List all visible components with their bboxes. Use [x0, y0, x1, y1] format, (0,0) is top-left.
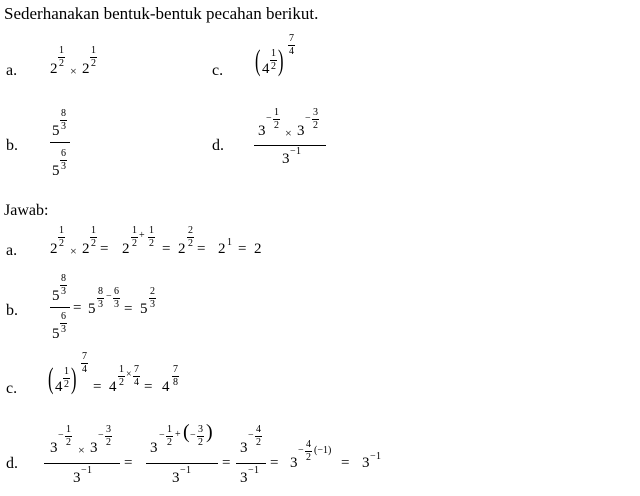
exponent: 1 [186, 465, 191, 476]
minus-sign: − [106, 291, 112, 302]
exp-den: 2 [91, 238, 96, 249]
result-base: 3 [362, 455, 370, 471]
numerator-base: 5 [52, 123, 60, 139]
base: 4 [262, 61, 270, 77]
fraction-bar [50, 142, 70, 143]
exp-num: 6 [114, 286, 119, 297]
times-sign: × [126, 369, 132, 380]
right-paren: ) [71, 362, 77, 395]
exponent: 1 [227, 237, 232, 248]
exp-den: 3 [61, 161, 66, 172]
exp-num: 2 [150, 286, 155, 297]
base: 3 [297, 123, 305, 139]
numerator-base: 5 [52, 288, 60, 304]
times-sign: × [70, 64, 77, 78]
base: 3 [50, 440, 58, 456]
base: 3 [150, 440, 158, 456]
exp-den: 2 [313, 120, 318, 131]
exponent: 1 [296, 146, 301, 157]
answer-d-label: d. [6, 455, 18, 472]
base: 2 [50, 61, 58, 77]
exp-den: 2 [59, 58, 64, 69]
exp-den: 2 [271, 61, 276, 72]
exp-num: 7 [134, 364, 139, 375]
minus-sign: − [248, 430, 254, 441]
outer-exp-num: 7 [82, 351, 87, 362]
exp-den: 3 [61, 324, 66, 335]
exp-num: 8 [61, 108, 66, 119]
minus-sign: − [180, 465, 186, 476]
exp-den: 2 [167, 437, 172, 448]
left-paren: ( [183, 421, 190, 443]
exp-num: 4 [256, 424, 261, 435]
base: 5 [140, 301, 148, 317]
equals-sign: = [238, 241, 247, 257]
equals-sign: = [124, 455, 133, 471]
base: 3 [290, 455, 298, 471]
exp-den: 3 [150, 299, 155, 310]
left-paren: ( [255, 44, 261, 77]
question-c-label: c. [212, 62, 224, 79]
fraction-bar [236, 463, 266, 464]
minus-sign: − [98, 430, 104, 441]
exp-num: 6 [61, 148, 66, 159]
minus-sign: − [290, 146, 296, 157]
equals-sign: = [197, 241, 206, 257]
equals-sign: = [144, 379, 153, 395]
equals-sign: = [93, 379, 102, 395]
answer-c-label: c. [6, 380, 18, 397]
result: 2 [254, 241, 262, 257]
equals-sign: = [341, 455, 350, 471]
base: 4 [109, 379, 117, 395]
exp-num: 3 [198, 424, 203, 435]
exp-den: 2 [188, 238, 193, 249]
base: 3 [90, 440, 98, 456]
exp-num: 2 [188, 225, 193, 236]
exp-num: 1 [119, 364, 124, 375]
equals-sign: = [100, 241, 109, 257]
right-paren: ) [278, 44, 284, 77]
base: 2 [178, 241, 186, 257]
exp-num: 1 [66, 424, 71, 435]
minus-sign: − [248, 465, 254, 476]
left-paren: ( [48, 362, 54, 395]
equals-sign: = [222, 455, 231, 471]
equals-sign: = [73, 300, 82, 316]
times-sign: × [70, 244, 77, 258]
minus-sign: − [298, 445, 304, 456]
exp-num: 1 [64, 366, 69, 377]
base: 2 [82, 241, 90, 257]
times-sign: × [78, 443, 85, 457]
answer-b-label: b. [6, 302, 18, 319]
minus-sign: − [305, 113, 311, 124]
exp-den: 3 [114, 299, 119, 310]
times-sign: × [285, 126, 292, 140]
exp-den: 2 [149, 238, 154, 249]
minus-sign: − [266, 113, 272, 124]
outer-exp-num: 7 [289, 33, 294, 44]
base: 2 [82, 61, 90, 77]
exp-num: 8 [61, 273, 66, 284]
exp-den: 2 [306, 452, 311, 463]
minus-sign: − [190, 430, 196, 441]
exp-num: 1 [59, 45, 64, 56]
exp-num: 1 [59, 225, 64, 236]
exp-den: 8 [173, 377, 178, 388]
fraction-bar [50, 307, 70, 308]
plus-sign: + [175, 429, 181, 440]
exp-den: 2 [274, 120, 279, 131]
denominator-base: 3 [282, 151, 290, 167]
denominator-base: 5 [52, 163, 60, 179]
fraction-bar [146, 463, 218, 464]
exp-num: 3 [106, 424, 111, 435]
denominator-base: 3 [172, 470, 180, 486]
exp-num: 6 [61, 311, 66, 322]
outer-exp-den: 4 [289, 46, 294, 57]
exp-den: 2 [132, 238, 137, 249]
exponent: 1 [87, 465, 92, 476]
minus-sign: − [58, 430, 64, 441]
exp-num: 7 [173, 364, 178, 375]
exp-num: 1 [91, 225, 96, 236]
base: 2 [122, 241, 130, 257]
exp-den: 2 [66, 437, 71, 448]
base: 2 [218, 241, 226, 257]
denominator-base: 5 [52, 326, 60, 342]
minus-sign: − [370, 451, 376, 462]
denominator-base: 3 [240, 470, 248, 486]
exp-num: 1 [149, 225, 154, 236]
problem-title: Sederhanakan bentuk-bentuk pecahan berikut. [4, 4, 319, 23]
exp-den: 2 [64, 379, 69, 390]
exp-num: 1 [91, 45, 96, 56]
base: 5 [88, 301, 96, 317]
base: 4 [55, 379, 63, 395]
question-d-label: d. [212, 137, 224, 154]
exp-num: 1 [132, 225, 137, 236]
minus-sign: − [81, 465, 87, 476]
exp-den: 2 [91, 58, 96, 69]
equals-sign: = [124, 301, 133, 317]
base: 4 [162, 379, 170, 395]
equals-sign: = [162, 241, 171, 257]
exponent: 1 [376, 451, 381, 462]
exp-num: 1 [271, 48, 276, 59]
exp-num: 1 [167, 424, 172, 435]
exp-num: 4 [306, 439, 311, 450]
exp-den: 2 [106, 437, 111, 448]
exp-den: 3 [61, 286, 66, 297]
exp-den: 2 [119, 377, 124, 388]
exp-den: 4 [134, 377, 139, 388]
exp-den: 2 [59, 238, 64, 249]
exponent: 1 [254, 465, 259, 476]
base: 3 [258, 123, 266, 139]
exp-den: 3 [98, 299, 103, 310]
base: 3 [240, 440, 248, 456]
equals-sign: = [270, 455, 279, 471]
question-b-label: b. [6, 137, 18, 154]
right-paren: ) [206, 421, 213, 443]
plus-sign: + [139, 230, 145, 241]
exp-den: 3 [61, 121, 66, 132]
exp-den: 2 [198, 437, 203, 448]
exponent-tail: (−1) [314, 445, 332, 456]
exp-den: 2 [256, 437, 261, 448]
answer-heading: Jawab: [4, 202, 49, 219]
outer-exp-den: 4 [82, 364, 87, 375]
denominator-base: 3 [73, 470, 81, 486]
minus-sign: − [159, 430, 165, 441]
exp-num: 1 [274, 107, 279, 118]
answer-a-label: a. [6, 242, 18, 259]
exp-num: 8 [98, 286, 103, 297]
exp-num: 3 [313, 107, 318, 118]
base: 2 [50, 241, 58, 257]
fraction-bar [44, 463, 120, 464]
question-a-label: a. [6, 62, 18, 79]
